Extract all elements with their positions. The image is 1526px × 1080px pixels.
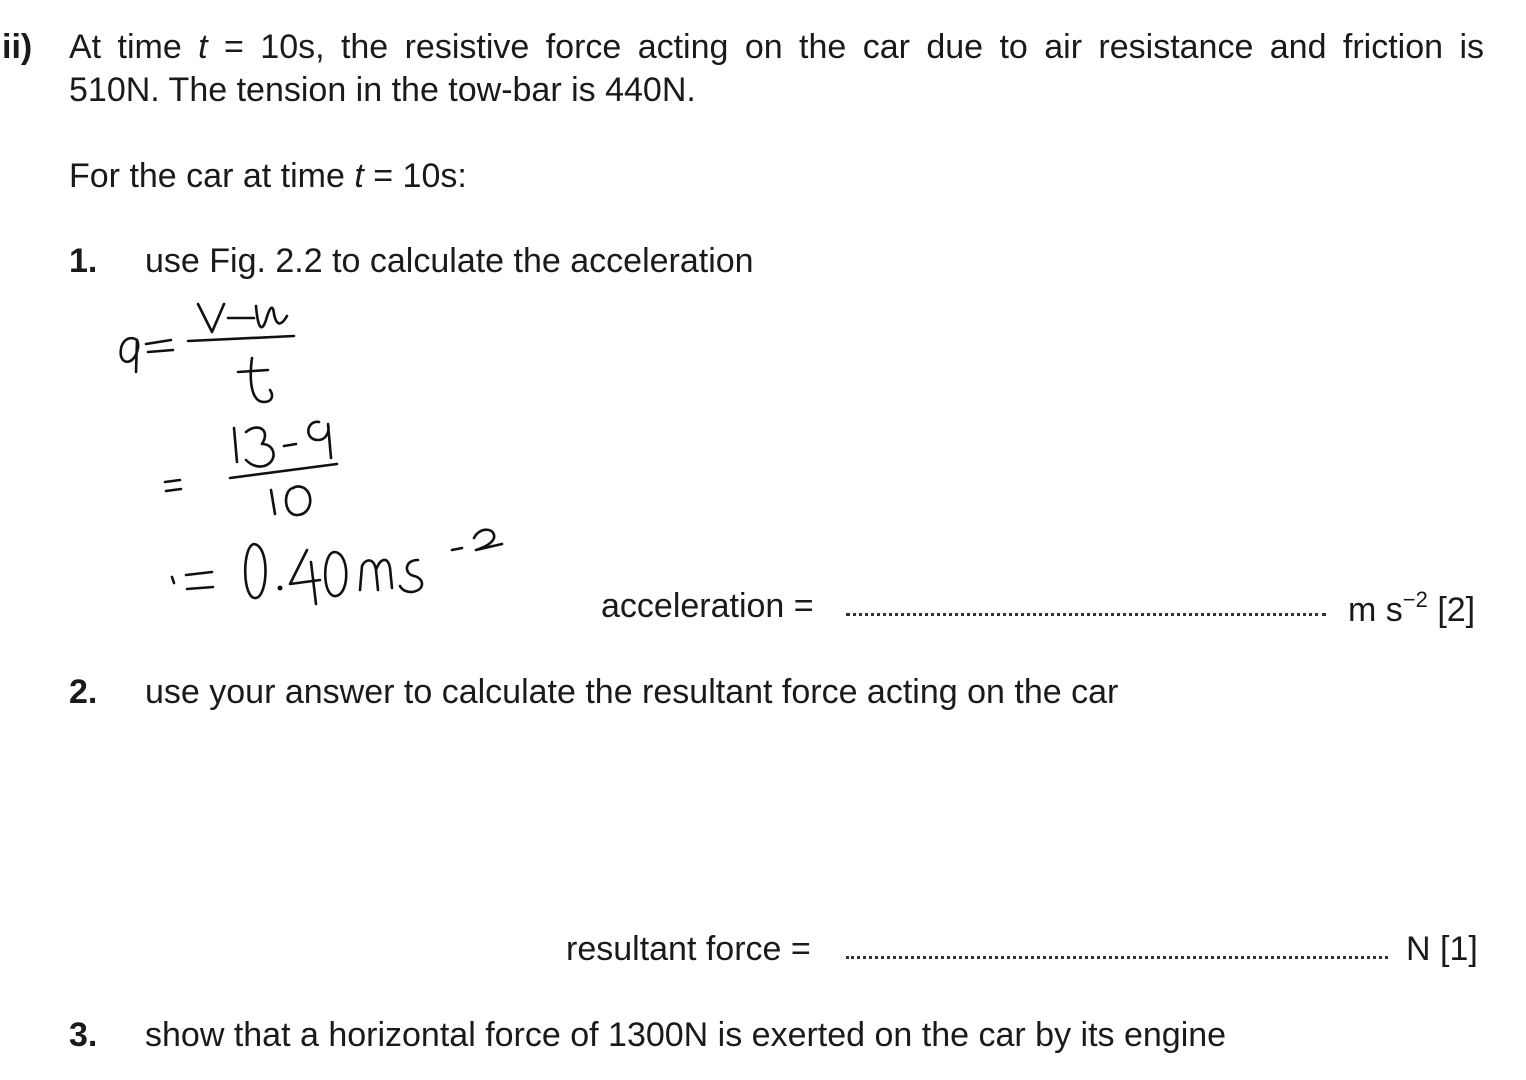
question-3-number: 3. bbox=[69, 1016, 98, 1054]
handwritten-line-2 bbox=[165, 422, 337, 515]
question-1-marks: [2] bbox=[1437, 591, 1476, 629]
question-2-marks: [1] bbox=[1440, 930, 1478, 968]
resultant-force-label: resultant force = bbox=[566, 930, 811, 968]
acceleration-unit: m $s^{-2}$ [2] bbox=[1348, 587, 1476, 629]
resultant-force-unit: N [1] bbox=[1406, 930, 1478, 968]
part-prompt: For the car at time t = 10s: bbox=[69, 157, 467, 195]
question-1-text: use Fig. 2.2 to calculate the acceleration bbox=[145, 242, 754, 280]
question-3-text: show that a horizontal force of 1300N is exerted on the car by its engine bbox=[145, 1016, 1227, 1054]
question-2-number: 2. bbox=[69, 673, 98, 711]
part-text-line2: 510N. The tension in the tow-bar is 440N. bbox=[69, 71, 696, 109]
resultant-force-answer-line[interactable] bbox=[846, 956, 1388, 959]
question-2-text: use your answer to calculate the resultant force acting on the car bbox=[145, 673, 1119, 711]
handwritten-line-1 bbox=[121, 304, 294, 402]
unit-exponent: −2 bbox=[1402, 587, 1428, 612]
acceleration-answer-line[interactable] bbox=[846, 613, 1326, 616]
acceleration-label: acceleration = bbox=[601, 587, 814, 625]
part-label: ii) bbox=[2, 28, 33, 66]
handwritten-line-3 bbox=[172, 530, 502, 604]
question-1-number: 1. bbox=[69, 242, 98, 280]
part-text-line1: At time t = 10s, the resistive force acting on the car due to air resistance and friction is bbox=[69, 28, 1485, 66]
